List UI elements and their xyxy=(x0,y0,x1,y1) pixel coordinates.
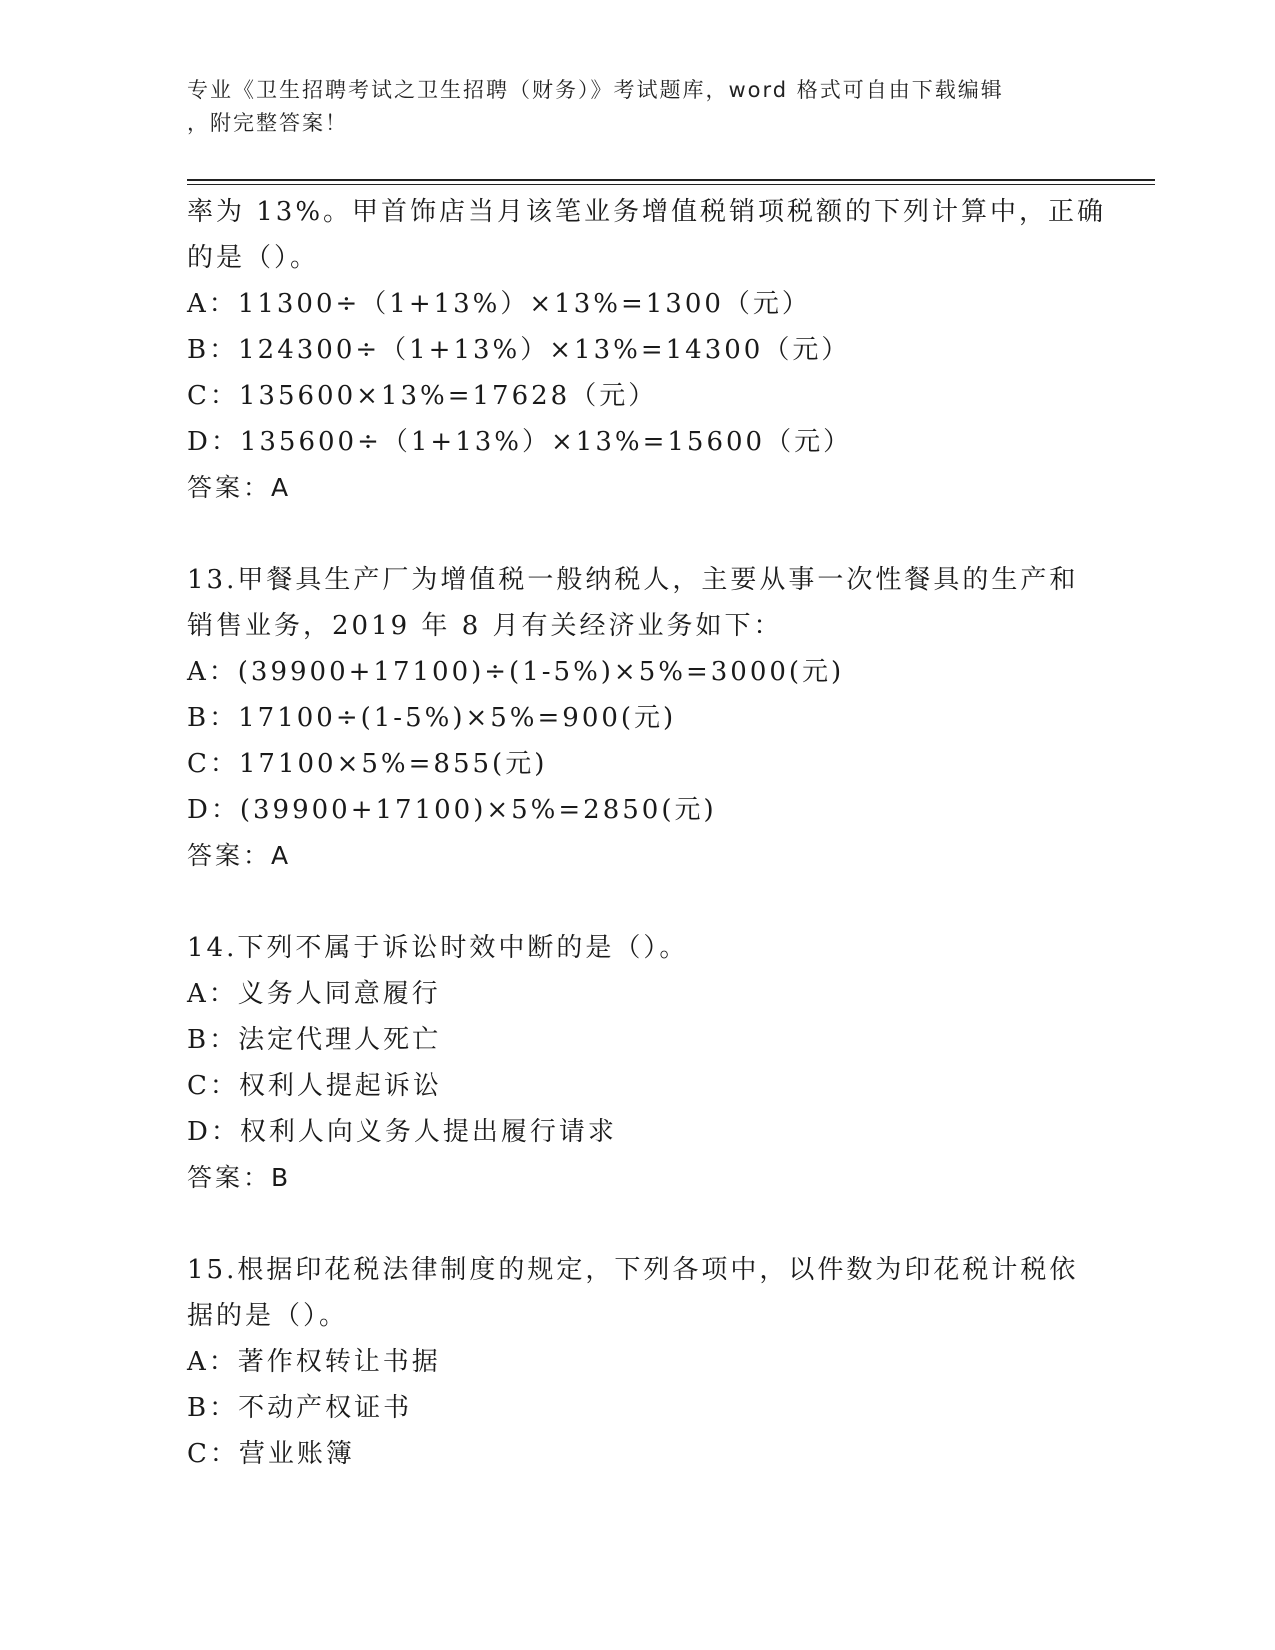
question-text: 15.根据印花税法律制度的规定，下列各项中，以件数为印花税计税依 xyxy=(187,1255,1079,1285)
question-12 xyxy=(187,189,1107,511)
question-13 xyxy=(187,557,1087,879)
question-text: 销售业务，2019 年 8 月有关经济业务如下： xyxy=(187,611,783,641)
answer: 答案：A xyxy=(187,841,292,870)
option-c: C：营业账簿 xyxy=(187,1439,355,1469)
header-line-2: ，附完整答案！ xyxy=(187,111,348,135)
option-d: D：(39900+17100)×5%=2850(元) xyxy=(187,795,717,825)
option-a: A：义务人同意履行 xyxy=(187,979,441,1009)
header-divider-thin xyxy=(187,184,1155,185)
option-b: B：124300÷（1+13%）×13%=14300（元） xyxy=(187,335,851,365)
option-a: A：11300÷（1+13%）×13%=1300（元） xyxy=(187,289,811,319)
header-line-1: 专业《卫生招聘考试之卫生招聘（财务）》考试题库，word 格式可自由下载编辑 xyxy=(187,78,1004,102)
option-b: B：法定代理人死亡 xyxy=(187,1025,442,1055)
header-divider-thick xyxy=(187,179,1155,181)
option-a: A：著作权转让书据 xyxy=(187,1347,441,1377)
option-c: C：135600×13%=17628（元） xyxy=(187,381,658,411)
document-body xyxy=(187,189,1107,1477)
spacer xyxy=(187,879,1087,925)
document-header xyxy=(187,74,1067,140)
question-text: 14.下列不属于诉讼时效中断的是（）。 xyxy=(187,933,689,963)
question-text: 据的是（）。 xyxy=(187,1301,349,1331)
question-text: 的是（）。 xyxy=(187,243,320,273)
spacer xyxy=(187,1201,1087,1247)
option-c: C：17100×5%=855(元) xyxy=(187,749,548,779)
option-b: B：17100÷(1-5%)×5%=900(元) xyxy=(187,703,677,733)
answer: 答案：A xyxy=(187,473,292,502)
spacer xyxy=(187,511,1087,557)
question-14 xyxy=(187,925,1087,1201)
option-b: B：不动产权证书 xyxy=(187,1393,413,1423)
option-d: D：权利人向义务人提出履行请求 xyxy=(187,1117,617,1147)
question-text: 率为 13%。甲首饰店当月该笔业务增值税销项税额的下列计算中，正确 xyxy=(187,197,1107,227)
question-text: 13.甲餐具生产厂为增值税一般纳税人，主要从事一次性餐具的生产和 xyxy=(187,565,1079,595)
option-a: A：(39900+17100)÷(1-5%)×5%=3000(元) xyxy=(187,657,845,687)
question-15 xyxy=(187,1247,1087,1477)
option-c: C：权利人提起诉讼 xyxy=(187,1071,442,1101)
option-d: D：135600÷（1+13%）×13%=15600（元） xyxy=(187,427,853,457)
answer: 答案：B xyxy=(187,1163,292,1192)
